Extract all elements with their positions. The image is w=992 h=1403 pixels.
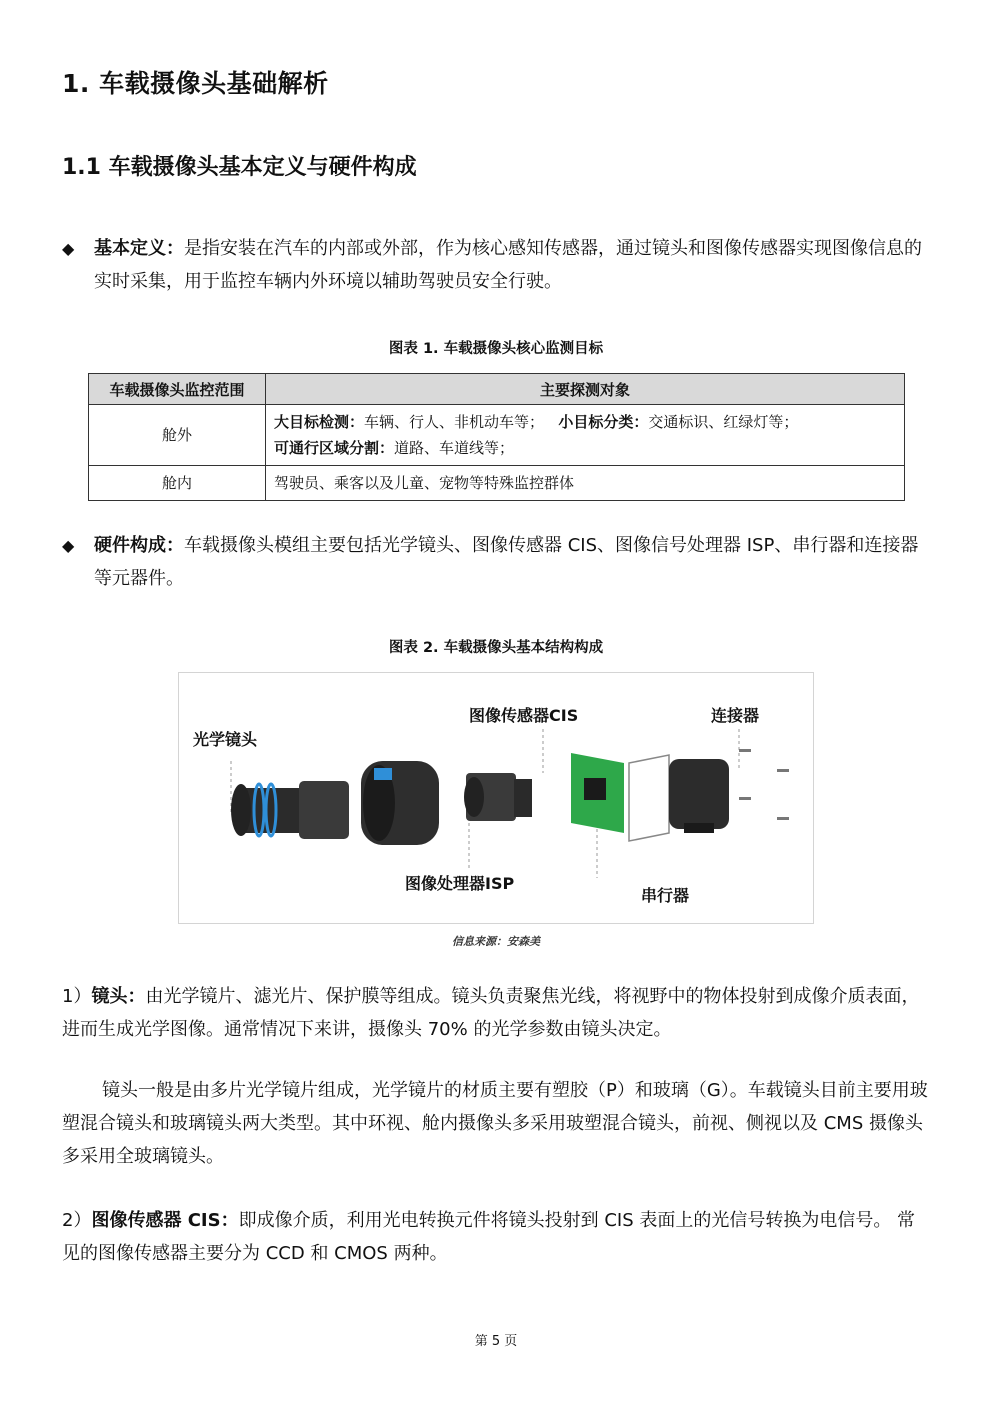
camera-housing-icon xyxy=(361,761,439,845)
hardware-text: 车载摄像头模组主要包括光学镜头、图像传感器 CIS、图像信号处理器 ISP、串行器和连接器等元器件。 xyxy=(94,535,919,589)
lens-label: 镜头： xyxy=(91,986,146,1007)
large-target-label: 大目标检测： xyxy=(274,413,365,431)
cis-paragraph xyxy=(62,1204,932,1270)
diamond-bullet-icon: ◆ xyxy=(62,536,75,555)
label-serializer: 串行器 xyxy=(641,886,690,905)
table-row xyxy=(89,466,905,501)
lens-paragraph xyxy=(62,980,932,1046)
table-header-objects: 主要探测对象 xyxy=(266,374,905,405)
item-number: 1） xyxy=(62,986,92,1007)
camera-structure-figure xyxy=(178,672,814,924)
hardware-bullet xyxy=(62,529,932,595)
label-optical-lens: 光学镜头 xyxy=(193,730,258,749)
lens-text: 由光学镜片、滤光片、保护膜等组成。镜头负责聚焦光线，将视野中的物体投射到成像介质表面，进而生成光学图像。通常情况下来讲，摄像头 70% 的光学参数由镜头决定。 xyxy=(62,986,920,1040)
optical-lens-icon xyxy=(231,781,349,839)
table-header-row xyxy=(89,374,905,405)
table-header-scope: 车载摄像头监控范围 xyxy=(89,374,266,405)
table-cell-outside-objects xyxy=(266,405,905,466)
diamond-bullet-icon: ◆ xyxy=(62,239,75,258)
small-target-text: 交通标识、红绿灯等； xyxy=(648,413,799,431)
lens-material-paragraph: 镜头一般是由多片光学镜片组成，光学镜片的材质主要有塑胶（P）和玻璃（G）。车载镜头目前主要用玻塑混合镜头和玻璃镜头两大类型。其中环视、舱内摄像头多采用玻塑混合镜头，前视、侧视以及 CMS 摄像头多采用全玻璃镜头。 xyxy=(62,1080,928,1167)
figure-source: 信息来源：安森美 xyxy=(452,935,540,948)
subsection-heading: 1.1 车载摄像头基本定义与硬件构成 xyxy=(62,155,417,180)
drivable-area-label: 可通行区域分割： xyxy=(274,439,395,457)
table-caption: 图表 1. 车载摄像头核心监测目标 xyxy=(388,341,604,357)
monitoring-targets-table xyxy=(88,373,905,501)
hardware-label: 硬件构成： xyxy=(94,535,184,556)
cis-text: 即成像介质，利用光电转换元件将镜头投射到 CIS 表面上的光信号转换为电信号。 常见的图像传感器主要分为 CCD 和 CMOS 两种。 xyxy=(62,1210,916,1264)
table-row xyxy=(89,405,905,466)
section-heading: 1. 车载摄像头基础解析 xyxy=(62,69,329,98)
small-target-label: 小目标分类： xyxy=(558,413,649,431)
label-isp: 图像处理器ISP xyxy=(405,874,515,893)
isp-icon xyxy=(464,773,532,821)
large-target-text: 车辆、行人、非机动车等； xyxy=(364,413,545,431)
table-cell-inside-objects: 驾驶员、乘客以及儿童、宠物等特殊监控群体 xyxy=(266,466,905,501)
screw-icons xyxy=(739,749,789,820)
label-cis: 图像传感器CIS xyxy=(469,706,579,725)
drivable-area-text: 道路、车道线等； xyxy=(394,439,515,457)
figure-caption: 图表 2. 车载摄像头基本结构构成 xyxy=(388,640,604,656)
definition-bullet xyxy=(62,232,932,298)
cis-board-icon xyxy=(571,753,669,841)
definition-text: 是指安装在汽车的内部或外部，作为核心感知传感器，通过镜头和图像传感器实现图像信息的实时采集，用于监控车辆内外环境以辅助驾驶员安全行驶。 xyxy=(94,238,922,292)
definition-label: 基本定义： xyxy=(94,238,184,259)
table-cell-outside: 舱外 xyxy=(89,405,266,466)
label-connector: 连接器 xyxy=(711,706,760,725)
connector-icon xyxy=(669,759,729,833)
table-cell-inside: 舱内 xyxy=(89,466,266,501)
page-number: 第 5 页 xyxy=(474,1334,518,1349)
item-number: 2） xyxy=(62,1210,92,1231)
cis-label: 图像传感器 CIS： xyxy=(91,1210,239,1231)
